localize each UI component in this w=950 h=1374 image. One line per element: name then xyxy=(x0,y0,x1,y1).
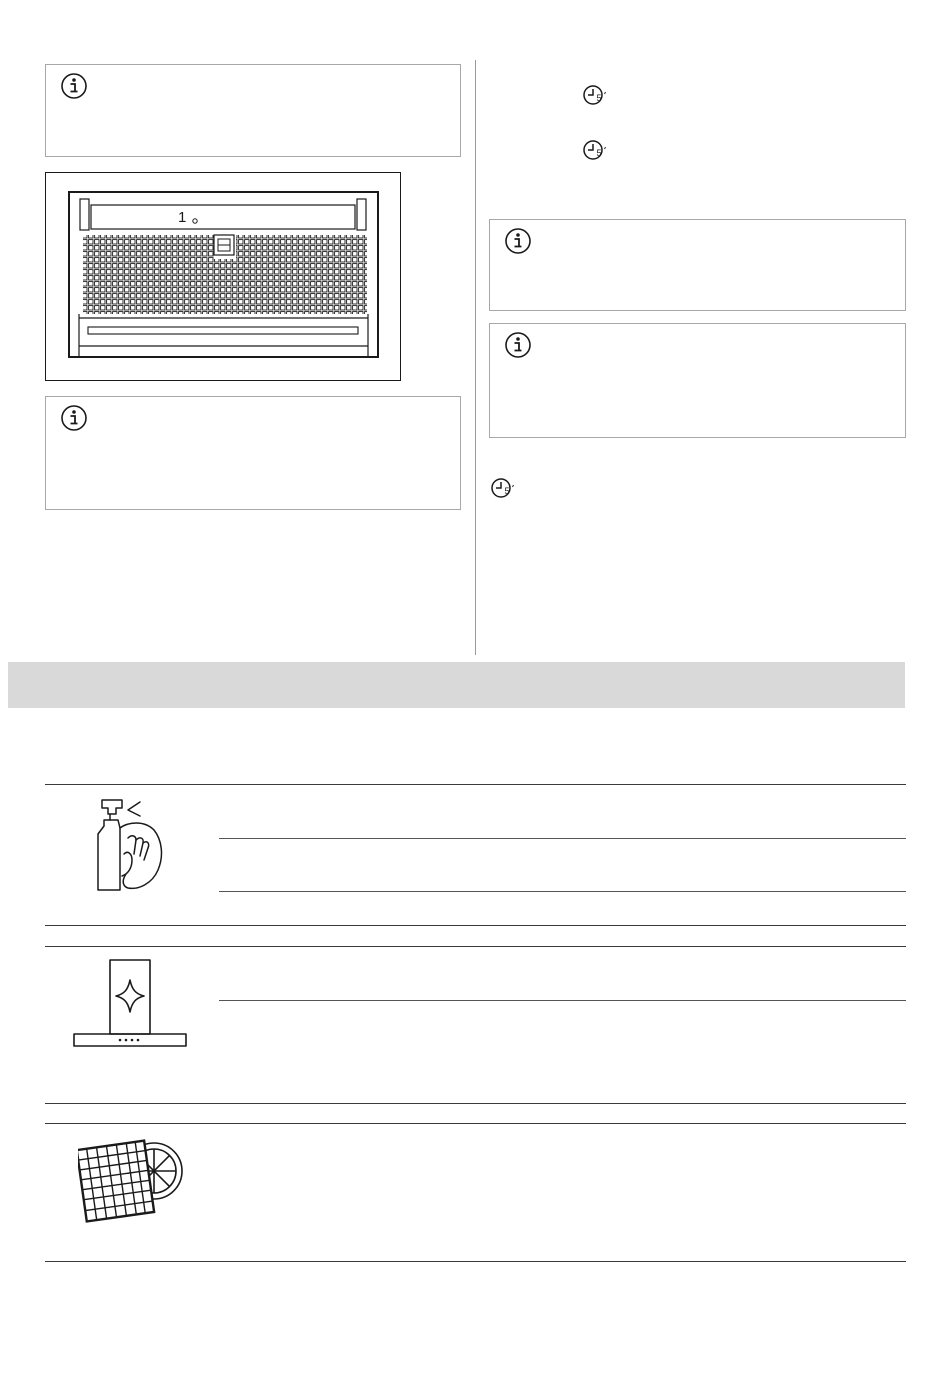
column-divider xyxy=(475,60,476,655)
table-rule xyxy=(45,1123,906,1124)
svg-text:5: 5 xyxy=(596,148,602,158)
info-icon xyxy=(504,227,532,255)
table-rule xyxy=(45,784,906,785)
table-rule xyxy=(219,1000,906,1001)
table-rule xyxy=(45,1261,906,1262)
info-note-4 xyxy=(489,323,906,438)
clean-hood-icon xyxy=(72,958,188,1050)
svg-text:5: 5 xyxy=(596,93,602,103)
table-rule xyxy=(45,946,906,947)
hood-panel-illustration xyxy=(45,172,401,381)
speed-label: 1 xyxy=(178,209,187,226)
info-icon xyxy=(60,404,88,432)
svg-text:5: 5 xyxy=(504,486,510,496)
hood-panel-drawing xyxy=(46,173,400,380)
info-icon xyxy=(504,331,532,359)
info-note-2 xyxy=(45,396,461,510)
section-heading-band xyxy=(8,662,905,708)
timer-icon xyxy=(582,139,608,161)
timer-icon xyxy=(582,84,608,106)
table-rule xyxy=(45,925,906,926)
info-icon xyxy=(60,72,88,100)
spray-and-cloth-icon xyxy=(88,794,172,894)
table-rule xyxy=(45,1103,906,1104)
table-rule xyxy=(219,891,906,892)
table-rule xyxy=(219,838,906,839)
timer-icon xyxy=(490,477,516,499)
grease-and-charcoal-filter-icon xyxy=(78,1133,186,1227)
info-note-3 xyxy=(489,219,906,311)
info-note-1 xyxy=(45,64,461,157)
